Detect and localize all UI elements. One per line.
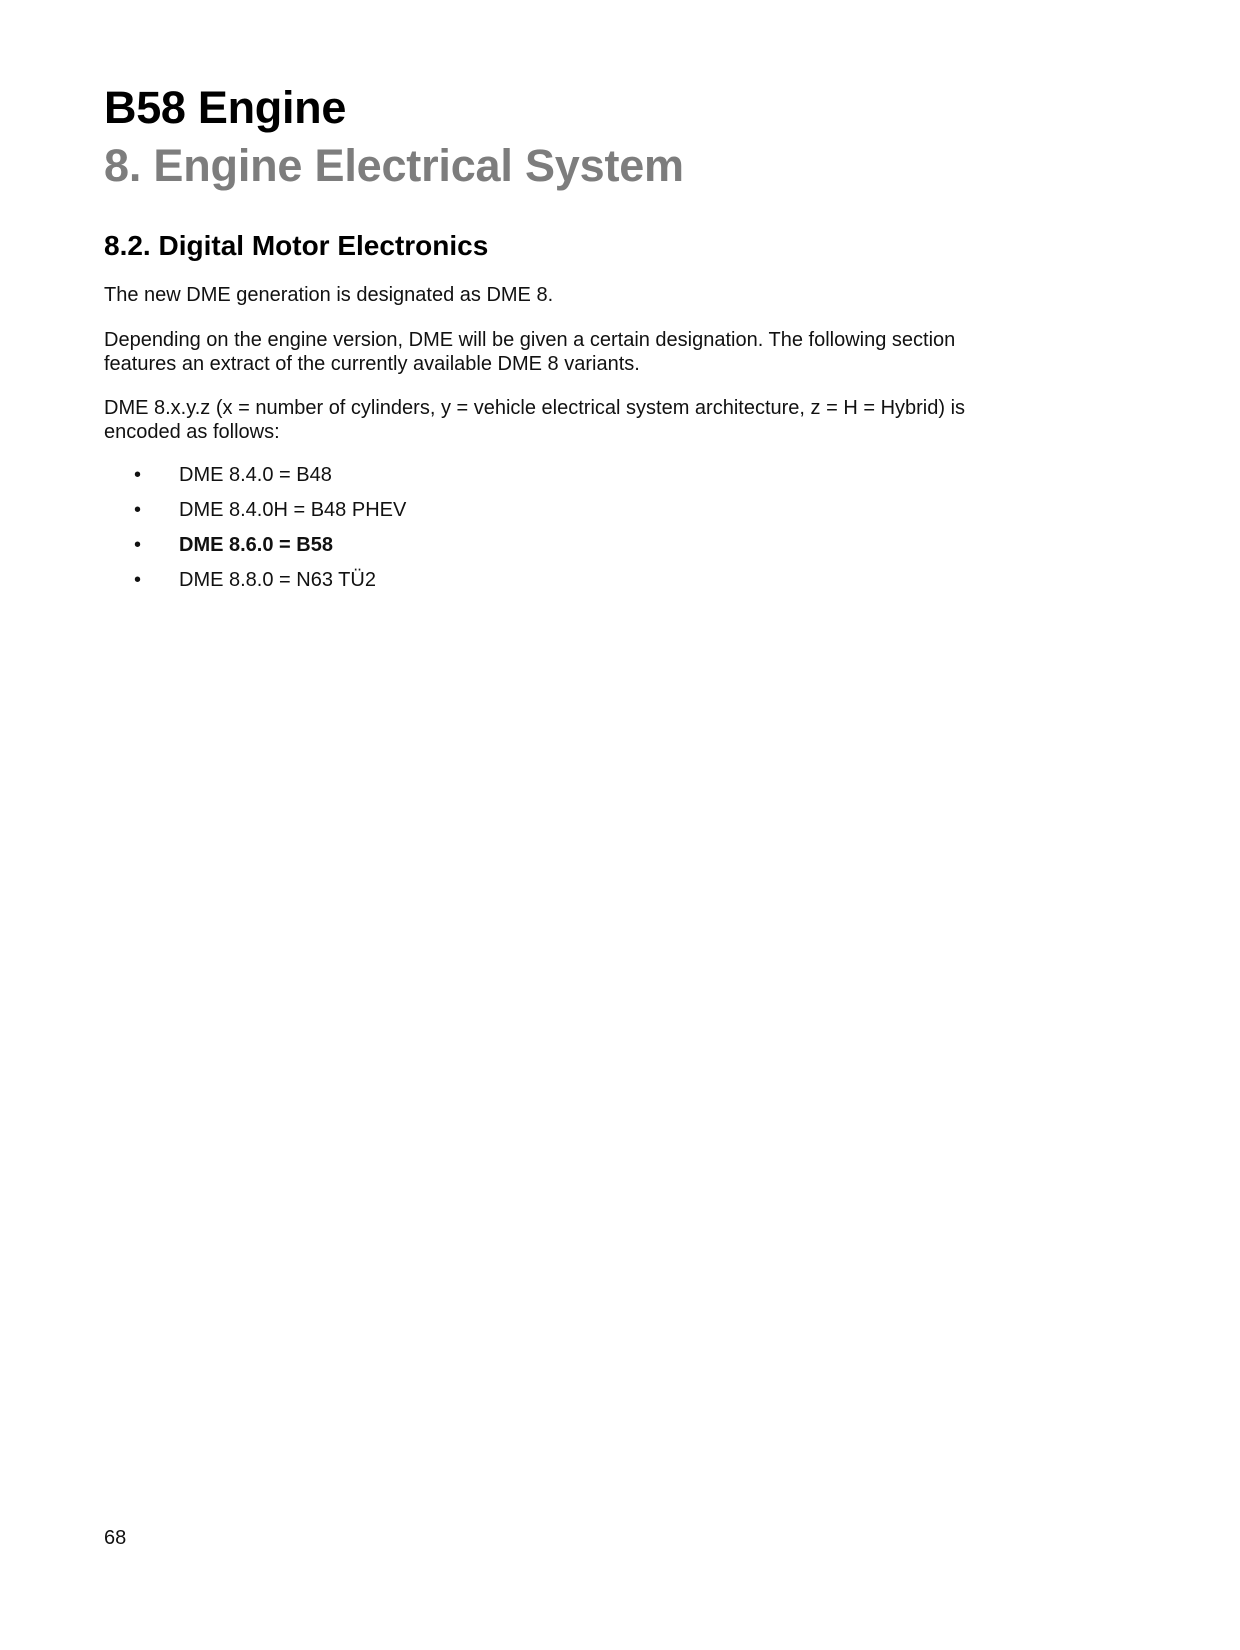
bullet-icon: • bbox=[134, 499, 142, 521]
list-item-text: DME 8.4.0H = B48 PHEV bbox=[179, 499, 407, 521]
section-heading: 8.2. Digital Motor Electronics bbox=[104, 230, 489, 261]
chapter-title: 8. Engine Electrical System bbox=[104, 140, 684, 191]
bullet-icon: • bbox=[134, 464, 142, 486]
list-item-text: DME 8.6.0 = B58 bbox=[179, 534, 333, 556]
paragraph-dme-designation: Depending on the engine version, DME will be given a certain designation. The following section features an extract of the currently available DME 8 variants. bbox=[104, 329, 956, 375]
list-item-text: DME 8.4.0 = B48 bbox=[179, 464, 332, 486]
list-item-text: DME 8.8.0 = N63 TÜ2 bbox=[179, 569, 376, 591]
paragraph-dme-encoding: DME 8.x.y.z (x = number of cylinders, y = vehicle electrical system architecture, z = H = Hybrid) is encoded as follows: bbox=[104, 397, 966, 443]
bullet-icon: • bbox=[134, 534, 142, 556]
document-title: B58 Engine bbox=[104, 82, 347, 133]
paragraph-dme-generation: The new DME generation is designated as DME 8. bbox=[104, 284, 554, 306]
page-number: 68 bbox=[104, 1527, 127, 1549]
bullet-icon: • bbox=[134, 569, 142, 591]
